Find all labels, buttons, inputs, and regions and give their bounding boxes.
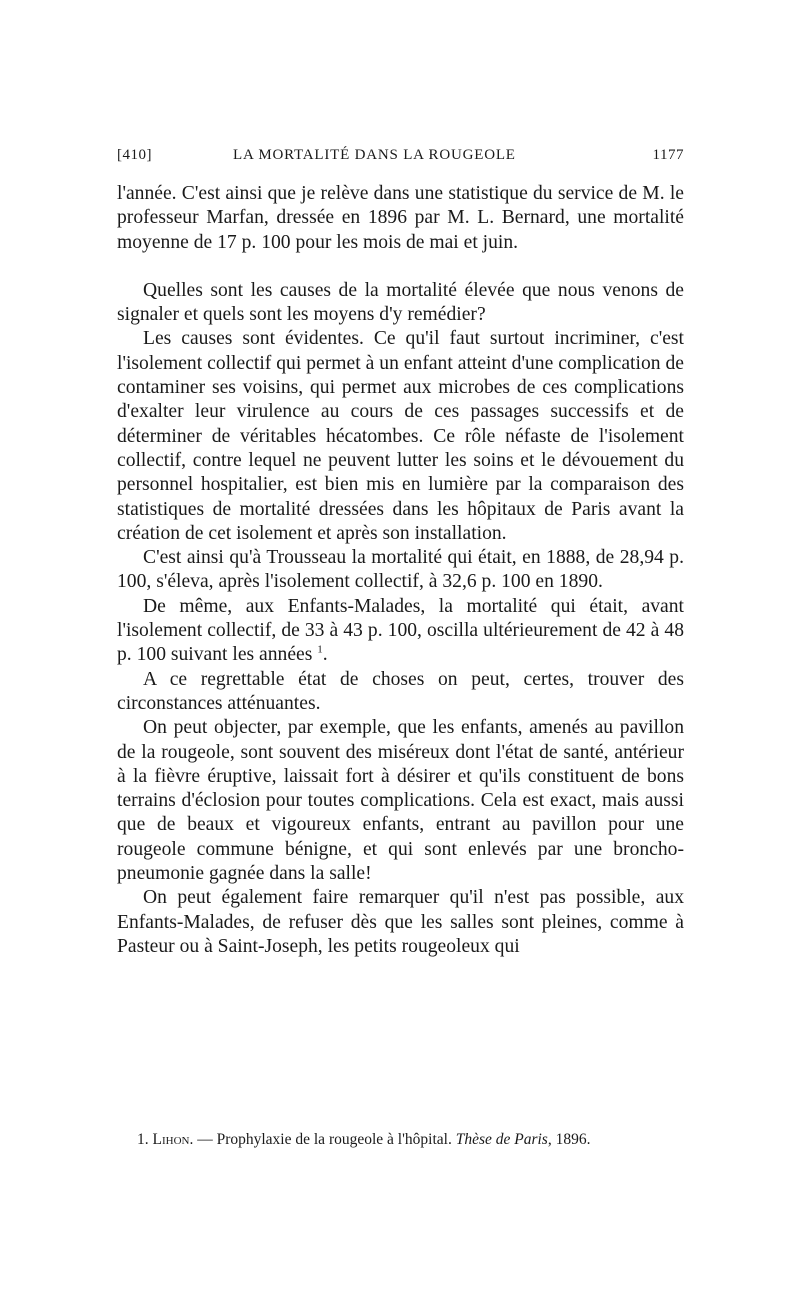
paragraph-objection: On peut objecter, par exemple, que les enfants, amenés au pavillon de la rougeole, sont souvent des miséreux dont l'état de santé, antérieur à la fièvre éruptive, laissait fort à désirer et qu'ils constituent de bons terrains d'éclosion pour toutes complications. Cela est exact, mais aussi que de beaux et vigoureux enfants, entrant au pavillon pour une rougeole commune bénigne, et qui sont enlevés par une broncho-pneumonie gagnée dans la salle! bbox=[117, 717, 684, 885]
footnote-reference[interactable]: 1 bbox=[317, 643, 323, 656]
body-text bbox=[117, 182, 684, 959]
paragraph-circonstances: A ce regrettable état de choses on peut, certes, trouver des circonstances atténuantes. bbox=[117, 668, 684, 714]
paragraph-continued: l'année. C'est ainsi que je relève dans une statistique du service de M. le professeur Marfan, dressée en 1896 par M. L. Bernard, une mortalité moyenne de 17 p. 100 pour les mois de mai et juin. bbox=[117, 183, 684, 253]
running-title: LA MORTALITÉ DANS LA ROUGEOLE bbox=[233, 147, 516, 163]
footnote bbox=[117, 1130, 684, 1150]
footnote-reference-tail: . bbox=[322, 644, 328, 666]
footnote-source: Thèse de Paris bbox=[455, 1131, 548, 1148]
paragraph-remarque: On peut également faire remarquer qu'il n'est pas possible, aux Enfants-Malades, de refuser dès que les salles sont pleines, comme à Pasteur ou à Saint-Joseph, les petits rougeoleux qui bbox=[117, 887, 684, 957]
book-page bbox=[117, 0, 684, 1304]
footnote-author: Lihon. bbox=[152, 1131, 194, 1148]
paragraph-trousseau: C'est ainsi qu'à Trousseau la mortalité qui était, en 1888, de 28,94 p. 100, s'éleva, après l'isolement collectif, à 32,6 p. 100 en 1890. bbox=[117, 547, 684, 593]
bracket-page-number: [410] bbox=[117, 147, 152, 163]
paragraph-question: Quelles sont les causes de la mortalité élevée que nous venons de signaler et quels sont les moyens d'y remédier? bbox=[117, 279, 684, 326]
paragraph-enfants-malades-text: De même, aux Enfants-Malades, la mortalité qui était, avant l'isolement collectif, de 33 à 43 p. 100, oscilla ultérieurement de 42 à 48 p. 100 suivant les années bbox=[117, 595, 684, 666]
running-header bbox=[117, 147, 684, 171]
footnote-number: 1. bbox=[137, 1131, 149, 1148]
page-number: 1177 bbox=[652, 147, 684, 163]
paragraph-enfants-malades bbox=[117, 595, 684, 668]
paragraph-causes: Les causes sont évidentes. Ce qu'il faut surtout incriminer, c'est l'isolement collectif qui permet à un enfant atteint d'une complication de contaminer ses voisins, qui permet aux microbes de ces complications d'exalter leur virulence au cours de ces passages successifs et de déterminer de véritables hécatombes. Ce rôle néfaste de l'isolement collectif, contre lequel ne peuvent lutter les soins et le dévouement du personnel hospitalier, est bien mis en lumière par la comparaison des statistiques de mortalité dressées dans les hôpitaux de Paris avant la création de cet isolement et après son installation. bbox=[117, 328, 684, 544]
footnote-year: , 1896. bbox=[547, 1131, 591, 1148]
footnote-title: — Prophylaxie de la rougeole à l'hôpital. bbox=[197, 1131, 452, 1148]
